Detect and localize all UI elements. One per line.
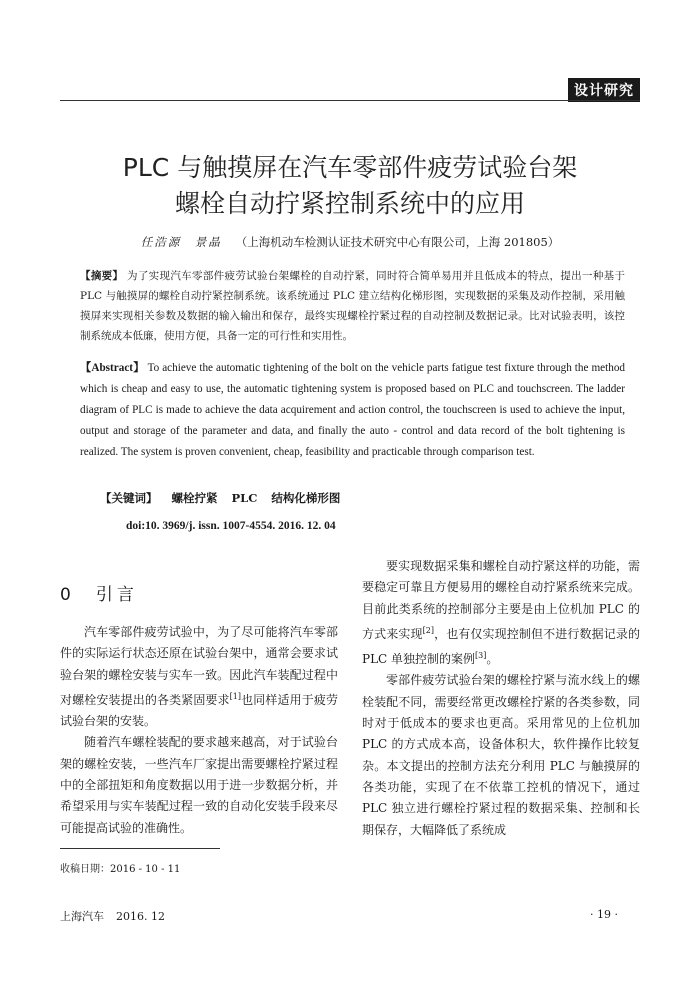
keywords-label: 【关键词】	[100, 491, 158, 505]
abstract-cn	[80, 266, 625, 346]
citation-3: [3]	[475, 651, 487, 661]
keyword-item: 结构化梯形图	[271, 491, 341, 505]
footer-journal	[60, 908, 177, 924]
citation-2: [2]	[422, 625, 434, 635]
section-tag: 设计研究	[568, 78, 640, 102]
right-para-1: 要实现数据采集和螺栓自动拧紧这样的功能，需要稳定可靠且方便易用的螺栓自动拧紧系统来完成。目前此类系统的控制部分主要是由上位机加 PLC 的方式来实现[2]，也有仅实现控制但不进行数据记录的 PLC 单独控制的案例[3]。	[362, 559, 640, 667]
footnote-rule	[60, 848, 220, 849]
citation-1: [1]	[229, 691, 242, 701]
received-date: 收稿日期：2016 - 10 - 11	[60, 864, 181, 875]
authors	[0, 234, 700, 250]
header-rule	[60, 100, 640, 101]
affiliation: （上海机动车检测认证技术研究中心有限公司，上海 201805）	[235, 235, 560, 249]
right-para-2: 零部件疲劳试验台架的螺栓拧紧与流水线上的螺栓装配不同，需要经常更改螺栓拧紧的各类参数，同时对于低成本的要求也更高。采用常见的上位机加 PLC 的方式成本高，设备体积大，软件操作比较复杂。本文提出的控制方法充分利用 PLC 与触摸屏的各类功能，实现了在不依靠工控机的情况下，通过 PLC 独立进行螺栓拧紧过程的数据采集、控制和长期保存，大幅降低了系统成	[362, 673, 640, 837]
abstract-cn-label: 【摘要】	[80, 270, 124, 282]
journal-name: 上海汽车	[60, 910, 104, 923]
keyword-item: PLC	[231, 491, 258, 505]
left-column	[60, 622, 338, 839]
abstract-en-label: 【Abstract】	[80, 362, 145, 374]
left-para-1: 汽车零部件疲劳试验中，为了尽可能将汽车零部件的实际运行状态还原在试验台架中，通常会要求试验台架的螺栓安装与实车一致。因此汽车装配过程中对螺栓安装提出的各类紧固要求[1]也同样适用于疲劳试验台架的安装。	[60, 625, 338, 729]
left-para-2: 随着汽车螺栓装配的要求越来越高，对于试验台架的螺栓安装，一些汽车厂家提出需要螺栓拧紧过程中的全部扭矩和角度数据以用于进一步数据分析，并希望采用与实车装配过程一致的自动化安装手段来尽可能提高试验的准确性。	[60, 735, 338, 835]
author-names: 任浩源 景晶	[140, 235, 222, 249]
title-line-2: 螺栓自动拧紧控制系统中的应用	[174, 189, 525, 218]
section-heading: 0 引言	[60, 585, 138, 605]
keyword-item: 螺栓拧紧	[171, 491, 218, 505]
right-column	[362, 556, 640, 841]
abstract-cn-text: 为了实现汽车零部件疲劳试验台架螺栓的自动拧紧，同时符合简单易用并且低成本的特点，提出一种基于 PLC 与触摸屏的螺栓自动拧紧控制系统。该系统通过 PLC 建立结构化梯形图，实现数据的采集及动作控制，采用触摸屏来实现相关参数及数据的输入输出和保存，最终实现螺栓拧紧过程的自动控制及数据记录。比对试验表明，该控制系统成本低廉，使用方便，具备一定的可行性和实用性。	[80, 270, 626, 342]
keywords	[100, 490, 354, 506]
abstract-en	[80, 358, 625, 463]
doi: doi:10. 3969/j. issn. 1007-4554. 2016. 12. 04	[126, 520, 336, 532]
abstract-en-text: To achieve the automatic tightening of the bolt on the vehicle parts fatigue test fixture through the method which is cheap and easy to use, the automatic tightening system is proposed based on PLC and touchscreen. The ladder diagram of PLC is made to achieve the data acquirement and action control, the touchscreen is used to achieve the input, output and storage of the parameter and data, and finally the auto - control and data record of the bolt tightening is realized. The system is proven convenient, cheap, feasibility and practicable through comparison test.	[80, 362, 626, 458]
title-line-1: PLC 与触摸屏在汽车零部件疲劳试验台架	[122, 153, 578, 182]
journal-issue: 2016. 12	[116, 910, 165, 923]
page-number: · 19 ·	[590, 908, 618, 921]
